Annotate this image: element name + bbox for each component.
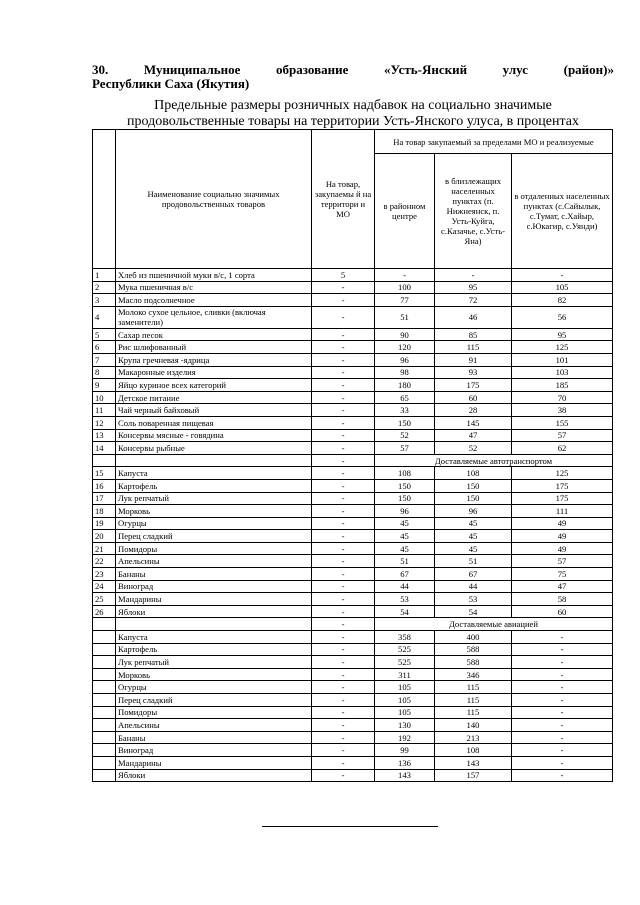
- near-settlements-markup: 51: [435, 555, 512, 568]
- product-name: Апельсины: [116, 555, 312, 568]
- remote-settlements-markup: 125: [512, 467, 613, 480]
- row-number: 17: [93, 492, 116, 505]
- product-name: Соль поваренная пищевая: [116, 416, 312, 429]
- district-center-markup: 130: [375, 719, 435, 732]
- row-number: 24: [93, 580, 116, 593]
- near-settlements-markup: 96: [435, 505, 512, 518]
- local-markup: -: [312, 328, 375, 341]
- heading-line-1: [92, 63, 614, 77]
- remote-settlements-markup: 185: [512, 379, 613, 392]
- near-settlements-markup: 115: [435, 341, 512, 354]
- product-name: Бананы: [116, 731, 312, 744]
- near-settlements-markup: 150: [435, 492, 512, 505]
- near-settlements-markup: 60: [435, 391, 512, 404]
- local-markup: -: [312, 593, 375, 606]
- district-center-markup: 143: [375, 769, 435, 782]
- local-markup: -: [312, 306, 375, 328]
- remote-settlements-markup: -: [512, 731, 613, 744]
- row-number: [93, 719, 116, 732]
- near-settlements-markup: 47: [435, 429, 512, 442]
- product-name: Макаронные изделия: [116, 366, 312, 379]
- table-body: [93, 269, 613, 782]
- section-name-cell: [116, 618, 312, 631]
- local-markup: -: [312, 706, 375, 719]
- table-row: [93, 467, 613, 480]
- remote-settlements-markup: 155: [512, 416, 613, 429]
- local-markup: -: [312, 744, 375, 757]
- near-settlements-markup: 346: [435, 668, 512, 681]
- product-name: Яблоки: [116, 605, 312, 618]
- product-name: Детское питание: [116, 391, 312, 404]
- near-settlements-markup: 95: [435, 281, 512, 294]
- row-number: [93, 681, 116, 694]
- remote-settlements-markup: 38: [512, 404, 613, 417]
- footer-rule: [262, 826, 438, 827]
- district-center-markup: 57: [375, 442, 435, 455]
- remote-settlements-markup: 47: [512, 580, 613, 593]
- local-markup: -: [312, 281, 375, 294]
- row-number: 18: [93, 505, 116, 518]
- local-markup: -: [312, 694, 375, 707]
- heading-word: (район)»: [563, 62, 614, 77]
- remote-settlements-markup: -: [512, 744, 613, 757]
- section-name-cell: [116, 454, 312, 467]
- near-settlements-markup: 53: [435, 593, 512, 606]
- near-settlements-markup: 145: [435, 416, 512, 429]
- district-center-markup: 105: [375, 694, 435, 707]
- local-markup: -: [312, 429, 375, 442]
- remote-settlements-markup: -: [512, 668, 613, 681]
- district-center-markup: 525: [375, 656, 435, 669]
- product-name: Крупа гречневая -ядрица: [116, 353, 312, 366]
- header-number-column: [93, 130, 116, 269]
- remote-settlements-markup: 75: [512, 568, 613, 581]
- near-settlements-markup: 52: [435, 442, 512, 455]
- product-name: Мука пшеничная в/с: [116, 281, 312, 294]
- district-center-markup: 53: [375, 593, 435, 606]
- near-settlements-markup: 108: [435, 744, 512, 757]
- row-number: 15: [93, 467, 116, 480]
- heading-word: улус: [502, 62, 529, 77]
- remote-settlements-markup: -: [512, 706, 613, 719]
- product-name: Помидоры: [116, 706, 312, 719]
- table-row: [93, 442, 613, 455]
- district-center-markup: 358: [375, 631, 435, 644]
- product-name: Чай черный байховый: [116, 404, 312, 417]
- table-row: [93, 379, 613, 392]
- district-center-markup: 100: [375, 281, 435, 294]
- remote-settlements-markup: 49: [512, 542, 613, 555]
- local-markup: -: [312, 492, 375, 505]
- header-remote-settlements: в отдаленных населенных пунктах (с.Сайылык, с.Тумат, с.Хайыр, с.Юкагир, с.Уянди): [512, 154, 613, 269]
- district-center-markup: 120: [375, 341, 435, 354]
- section-row: [93, 618, 613, 631]
- local-markup: -: [312, 353, 375, 366]
- row-number: [93, 643, 116, 656]
- district-center-markup: 180: [375, 379, 435, 392]
- remote-settlements-markup: 49: [512, 517, 613, 530]
- heading-word: образование: [276, 62, 349, 77]
- subtitle-line-1: Предельные размеры розничных надбавок на социально значимые: [154, 98, 552, 113]
- product-name: Капуста: [116, 631, 312, 644]
- district-center-markup: 96: [375, 505, 435, 518]
- row-number: [93, 706, 116, 719]
- table-row: [93, 681, 613, 694]
- table-row: [93, 492, 613, 505]
- table-row: [93, 530, 613, 543]
- table-row: [93, 353, 613, 366]
- table-row: [93, 719, 613, 732]
- district-center-markup: 51: [375, 555, 435, 568]
- district-center-markup: 105: [375, 706, 435, 719]
- table-row: [93, 769, 613, 782]
- table-row: [93, 568, 613, 581]
- near-settlements-markup: -: [435, 269, 512, 282]
- table-row: [93, 643, 613, 656]
- table-row: [93, 731, 613, 744]
- local-markup: -: [312, 668, 375, 681]
- product-name: Картофель: [116, 479, 312, 492]
- product-name: Лук репчатый: [116, 492, 312, 505]
- header-near-settlements: в близлежащих населенных пунктах (п. Нижнеянск, п. Усть-Куйга, с.Казачье, с.Усть-Яна): [435, 154, 512, 269]
- district-center-markup: 150: [375, 416, 435, 429]
- product-name: Огурцы: [116, 681, 312, 694]
- district-center-markup: 96: [375, 353, 435, 366]
- row-number: 23: [93, 568, 116, 581]
- district-center-markup: 44: [375, 580, 435, 593]
- local-markup: -: [312, 555, 375, 568]
- local-markup: -: [312, 517, 375, 530]
- product-name: Консервы рыбные: [116, 442, 312, 455]
- product-name: Рис шлифованный: [116, 341, 312, 354]
- heading-word: Муниципальное: [143, 62, 241, 77]
- row-number: [93, 769, 116, 782]
- section-number-cell: [93, 454, 116, 467]
- district-center-markup: 192: [375, 731, 435, 744]
- row-number: 25: [93, 593, 116, 606]
- product-name: Бананы: [116, 568, 312, 581]
- district-center-markup: -: [375, 269, 435, 282]
- row-number: 6: [93, 341, 116, 354]
- product-name: Огурцы: [116, 517, 312, 530]
- product-name: Масло подсолнечное: [116, 294, 312, 307]
- district-center-markup: 98: [375, 366, 435, 379]
- remote-settlements-markup: -: [512, 681, 613, 694]
- product-name: Мандарины: [116, 756, 312, 769]
- row-number: 14: [93, 442, 116, 455]
- local-markup: -: [312, 505, 375, 518]
- near-settlements-markup: 85: [435, 328, 512, 341]
- table-row: [93, 429, 613, 442]
- table-row: [93, 404, 613, 417]
- row-number: 9: [93, 379, 116, 392]
- heading-number: 30.: [92, 62, 109, 77]
- local-markup: -: [312, 568, 375, 581]
- section-row: [93, 454, 613, 467]
- table-row: [93, 306, 613, 328]
- district-center-markup: 108: [375, 467, 435, 480]
- near-settlements-markup: 588: [435, 643, 512, 656]
- table-row: [93, 744, 613, 757]
- table-row: [93, 269, 613, 282]
- product-name: Лук репчатый: [116, 656, 312, 669]
- table-row: [93, 555, 613, 568]
- row-number: [93, 656, 116, 669]
- row-number: 2: [93, 281, 116, 294]
- district-center-markup: 45: [375, 530, 435, 543]
- document-subtitle: [92, 98, 614, 130]
- remote-settlements-markup: 95: [512, 328, 613, 341]
- product-name: Молоко сухое цельное, сливки (включая заменители): [116, 306, 312, 328]
- table-row: [93, 756, 613, 769]
- remote-settlements-markup: 101: [512, 353, 613, 366]
- near-settlements-markup: 93: [435, 366, 512, 379]
- near-settlements-markup: 143: [435, 756, 512, 769]
- row-number: 12: [93, 416, 116, 429]
- remote-settlements-markup: 70: [512, 391, 613, 404]
- product-name: Мандарины: [116, 593, 312, 606]
- row-number: [93, 731, 116, 744]
- near-settlements-markup: 400: [435, 631, 512, 644]
- local-markup: -: [312, 681, 375, 694]
- row-number: [93, 668, 116, 681]
- local-markup: -: [312, 719, 375, 732]
- near-settlements-markup: 54: [435, 605, 512, 618]
- remote-settlements-markup: -: [512, 643, 613, 656]
- section-label: Доставляемые автотранспортом: [375, 454, 613, 467]
- remote-settlements-markup: -: [512, 694, 613, 707]
- table-row: [93, 281, 613, 294]
- row-number: 22: [93, 555, 116, 568]
- district-center-markup: 51: [375, 306, 435, 328]
- local-markup: -: [312, 366, 375, 379]
- row-number: 8: [93, 366, 116, 379]
- local-markup: -: [312, 379, 375, 392]
- product-name: Картофель: [116, 643, 312, 656]
- near-settlements-markup: 45: [435, 530, 512, 543]
- local-markup: -: [312, 643, 375, 656]
- near-settlements-markup: 140: [435, 719, 512, 732]
- row-number: 11: [93, 404, 116, 417]
- local-markup: -: [312, 294, 375, 307]
- product-name: Апельсины: [116, 719, 312, 732]
- district-center-markup: 65: [375, 391, 435, 404]
- local-markup: -: [312, 416, 375, 429]
- remote-settlements-markup: -: [512, 756, 613, 769]
- table-row: [93, 341, 613, 354]
- remote-settlements-markup: -: [512, 719, 613, 732]
- section-number-cell: [93, 618, 116, 631]
- remote-settlements-markup: 103: [512, 366, 613, 379]
- district-center-markup: 150: [375, 492, 435, 505]
- product-name: Виноград: [116, 744, 312, 757]
- near-settlements-markup: 44: [435, 580, 512, 593]
- local-markup: -: [312, 542, 375, 555]
- product-name: Хлеб из пшеничной муки в/с, 1 сорта: [116, 269, 312, 282]
- remote-settlements-markup: 58: [512, 593, 613, 606]
- near-settlements-markup: 115: [435, 681, 512, 694]
- district-center-markup: 52: [375, 429, 435, 442]
- near-settlements-markup: 91: [435, 353, 512, 366]
- row-number: 1: [93, 269, 116, 282]
- local-markup: -: [312, 341, 375, 354]
- row-number: 26: [93, 605, 116, 618]
- near-settlements-markup: 588: [435, 656, 512, 669]
- near-settlements-markup: 115: [435, 694, 512, 707]
- local-markup: -: [312, 605, 375, 618]
- near-settlements-markup: 72: [435, 294, 512, 307]
- table-row: [93, 694, 613, 707]
- product-name: Яйцо куриное всех категорий: [116, 379, 312, 392]
- near-settlements-markup: 157: [435, 769, 512, 782]
- district-center-markup: 33: [375, 404, 435, 417]
- table-row: [93, 706, 613, 719]
- product-name: Морковь: [116, 505, 312, 518]
- row-number: 16: [93, 479, 116, 492]
- table-row: [93, 656, 613, 669]
- district-center-markup: 45: [375, 542, 435, 555]
- heading-line-2: Республики Саха (Якутия): [92, 76, 250, 91]
- near-settlements-markup: 45: [435, 517, 512, 530]
- document-heading: [92, 63, 614, 91]
- table-row: [93, 542, 613, 555]
- remote-settlements-markup: -: [512, 631, 613, 644]
- remote-settlements-markup: -: [512, 656, 613, 669]
- district-center-markup: 525: [375, 643, 435, 656]
- row-number: 10: [93, 391, 116, 404]
- remote-settlements-markup: 57: [512, 429, 613, 442]
- near-settlements-markup: 45: [435, 542, 512, 555]
- table-row: [93, 631, 613, 644]
- row-number: 20: [93, 530, 116, 543]
- district-center-markup: 90: [375, 328, 435, 341]
- table-row: [93, 505, 613, 518]
- product-name: Помидоры: [116, 542, 312, 555]
- remote-settlements-markup: 60: [512, 605, 613, 618]
- district-center-markup: 54: [375, 605, 435, 618]
- product-name: Морковь: [116, 668, 312, 681]
- remote-settlements-markup: 111: [512, 505, 613, 518]
- section-label: Доставляемые авиацией: [375, 618, 613, 631]
- product-name: Яблоки: [116, 769, 312, 782]
- table-row: [93, 416, 613, 429]
- product-name: Перец сладкий: [116, 530, 312, 543]
- header-product-name: Наименование социально значимых продовольственных товаров: [116, 130, 312, 269]
- product-name: Сахар песок: [116, 328, 312, 341]
- near-settlements-markup: 213: [435, 731, 512, 744]
- row-number: 4: [93, 306, 116, 328]
- remote-settlements-markup: 125: [512, 341, 613, 354]
- remote-settlements-markup: 82: [512, 294, 613, 307]
- table-row: [93, 479, 613, 492]
- remote-settlements-markup: 62: [512, 442, 613, 455]
- table-row: [93, 593, 613, 606]
- local-markup: -: [312, 467, 375, 480]
- remote-settlements-markup: 57: [512, 555, 613, 568]
- district-center-markup: 136: [375, 756, 435, 769]
- remote-settlements-markup: 49: [512, 530, 613, 543]
- section-local-markup: -: [312, 618, 375, 631]
- local-markup: -: [312, 580, 375, 593]
- heading-word: «Усть-Янский: [383, 62, 468, 77]
- table-row: [93, 605, 613, 618]
- product-name: Перец сладкий: [116, 694, 312, 707]
- product-name: Консервы мясные - говядина: [116, 429, 312, 442]
- table-row: [93, 391, 613, 404]
- local-markup: -: [312, 631, 375, 644]
- near-settlements-markup: 175: [435, 379, 512, 392]
- remote-settlements-markup: -: [512, 769, 613, 782]
- local-markup: -: [312, 479, 375, 492]
- remote-settlements-markup: -: [512, 269, 613, 282]
- remote-settlements-markup: 56: [512, 306, 613, 328]
- table-row: [93, 580, 613, 593]
- local-markup: -: [312, 769, 375, 782]
- row-number: 19: [93, 517, 116, 530]
- row-number: 7: [93, 353, 116, 366]
- table-row: [93, 517, 613, 530]
- district-center-markup: 77: [375, 294, 435, 307]
- header-outside-purchase: На товар закупаемый за пределами МО и реализуемые: [375, 130, 613, 154]
- row-number: 13: [93, 429, 116, 442]
- near-settlements-markup: 28: [435, 404, 512, 417]
- district-center-markup: 45: [375, 517, 435, 530]
- row-number: 5: [93, 328, 116, 341]
- local-markup: -: [312, 442, 375, 455]
- near-settlements-markup: 108: [435, 467, 512, 480]
- markup-table: [92, 129, 613, 782]
- subtitle-line-2: продовольственные товары на территории Усть-Янского улуса, в процентах: [127, 114, 579, 129]
- near-settlements-markup: 46: [435, 306, 512, 328]
- table-row: [93, 328, 613, 341]
- row-number: 3: [93, 294, 116, 307]
- header-district-center: в районном центре: [375, 154, 435, 269]
- row-number: [93, 631, 116, 644]
- product-name: Виноград: [116, 580, 312, 593]
- remote-settlements-markup: 175: [512, 479, 613, 492]
- local-markup: 5: [312, 269, 375, 282]
- remote-settlements-markup: 105: [512, 281, 613, 294]
- row-number: [93, 756, 116, 769]
- district-center-markup: 67: [375, 568, 435, 581]
- table-row: [93, 294, 613, 307]
- product-name: Капуста: [116, 467, 312, 480]
- table-row: [93, 668, 613, 681]
- district-center-markup: 99: [375, 744, 435, 757]
- remote-settlements-markup: 175: [512, 492, 613, 505]
- district-center-markup: 311: [375, 668, 435, 681]
- local-markup: -: [312, 404, 375, 417]
- local-markup: -: [312, 530, 375, 543]
- row-number: 21: [93, 542, 116, 555]
- district-center-markup: 150: [375, 479, 435, 492]
- table-row: [93, 366, 613, 379]
- local-markup: -: [312, 756, 375, 769]
- section-local-markup: -: [312, 454, 375, 467]
- near-settlements-markup: 150: [435, 479, 512, 492]
- local-markup: -: [312, 391, 375, 404]
- near-settlements-markup: 115: [435, 706, 512, 719]
- district-center-markup: 105: [375, 681, 435, 694]
- local-markup: -: [312, 656, 375, 669]
- local-markup: -: [312, 731, 375, 744]
- near-settlements-markup: 67: [435, 568, 512, 581]
- header-local-purchase: На товар, закупаемы й на территори и МО: [312, 130, 375, 269]
- row-number: [93, 744, 116, 757]
- row-number: [93, 694, 116, 707]
